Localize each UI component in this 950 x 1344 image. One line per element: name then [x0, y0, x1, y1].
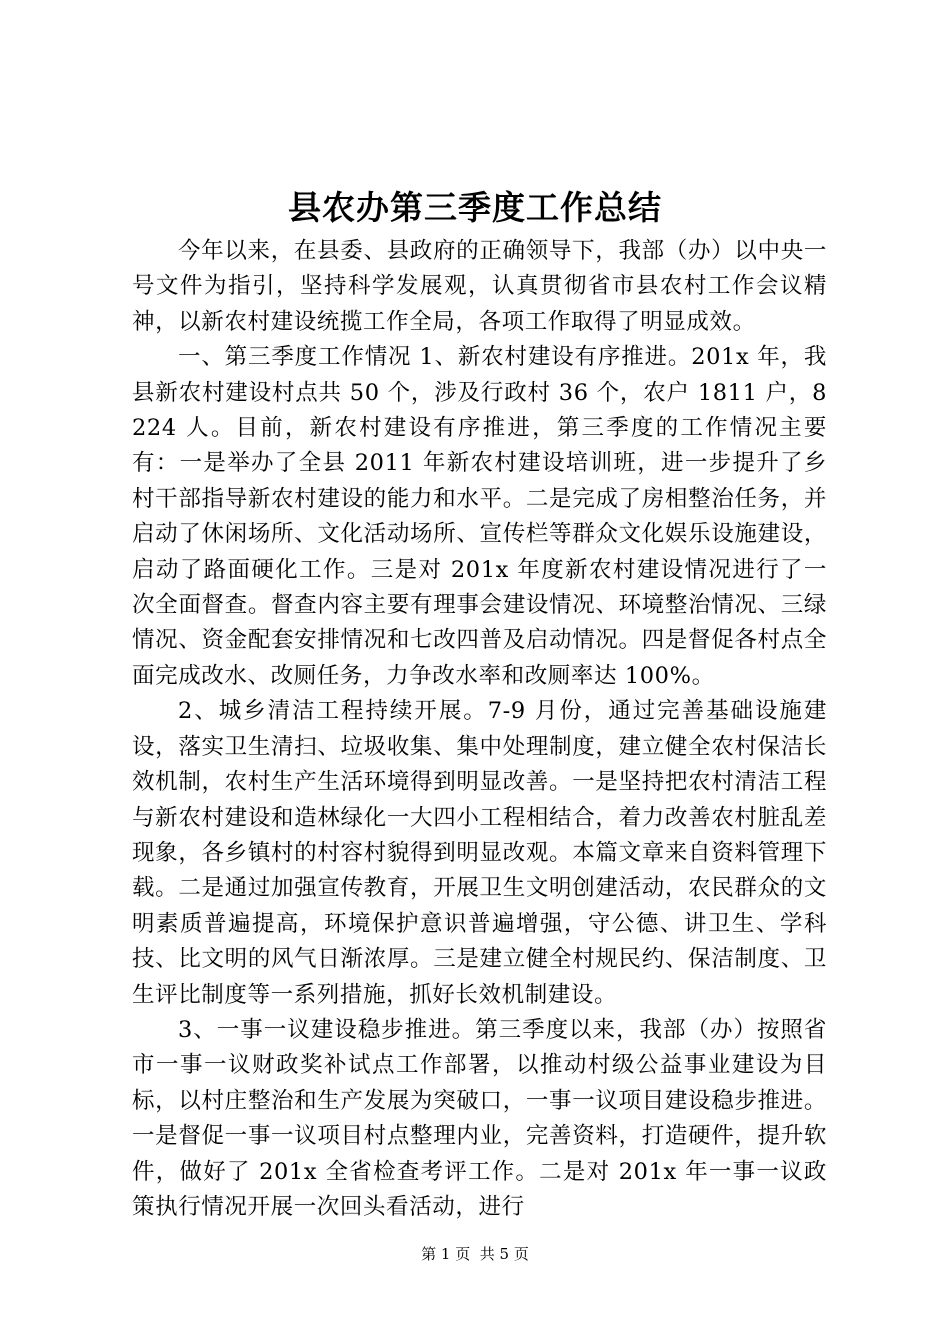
paragraph-intro: 今年以来，在县委、县政府的正确领导下，我部（办）以中央一号文件为指引，坚持科学发展观，认真贯彻省市县农村工作会议精神，以新农村建设统揽工作全局，各项工作取得了明显成效。	[132, 238, 827, 335]
paragraph-section-2: 2、城乡清洁工程持续开展。7-9 月份，通过完善基础设施建设，落实卫生清扫、垃圾收集、集中处理制度，建立健全农村保洁长效机制，农村生产生活环境得到明显改善。一是坚持把农村清洁工程与新农村建设和造林绿化一大四小工程相结合，着力改善农村脏乱差现象，各乡镇村的村容村貌得到明显改观。本篇文章来自资料管理下载。二是通过加强宣传教育，开展卫生文明创建活动，农民群众的文明素质普遍提高，环境保护意识普遍增强，守公德、讲卫生、学科技、比文明的风气日渐浓厚。三是建立健全村规民约、保洁制度、卫生评比制度等一系列措施，抓好长效机制建设。	[132, 698, 827, 1008]
page-number-label: 第 1 页 共 5 页	[421, 1245, 529, 1263]
paragraph-section-3: 3、一事一议建设稳步推进。第三季度以来，我部（办）按照省市一事一议财政奖补试点工作部署，以推动村级公益事业建设为目标，以村庄整治和生产发展为突破口，一事一议项目建设稳步推进。一是督促一事一议项目村点整理内业，完善资料，打造硬件，提升软件，做好了 201x 全省检查考评工作。二是对 201x 年一事一议政策执行情况开展一次回头看活动，进行	[132, 1016, 827, 1220]
document-body	[132, 234, 827, 1225]
paragraph-section-1: 一、第三季度工作情况 1、新农村建设有序推进。201x 年，我县新农村建设村点共 50 个，涉及行政村 36 个，农户 1811 户，8224 人。目前，新农村建设有序推进，第三季度的工作情况主要有：一是举办了全县 2011 年新农村建设培训班，进一步提升了乡村干部指导新农村建设的能力和水平。二是完成了房相整治任务，并启动了休闲场所、文化活动场所、宣传栏等群众文化娱乐设施建设，启动了路面硬化工作。三是对 201x 年度新农村建设情况进行了一次全面督查。督查内容主要有理事会建设情况、环境整治情况、三绿情况、资金配套安排情况和七改四普及启动情况。四是督促各村点全面完成改水、改厕任务，力争改水率和改厕率达 100%。	[132, 344, 827, 689]
document-title: 县农办第三季度工作总结	[288, 188, 662, 227]
page-footer	[0, 1244, 950, 1264]
